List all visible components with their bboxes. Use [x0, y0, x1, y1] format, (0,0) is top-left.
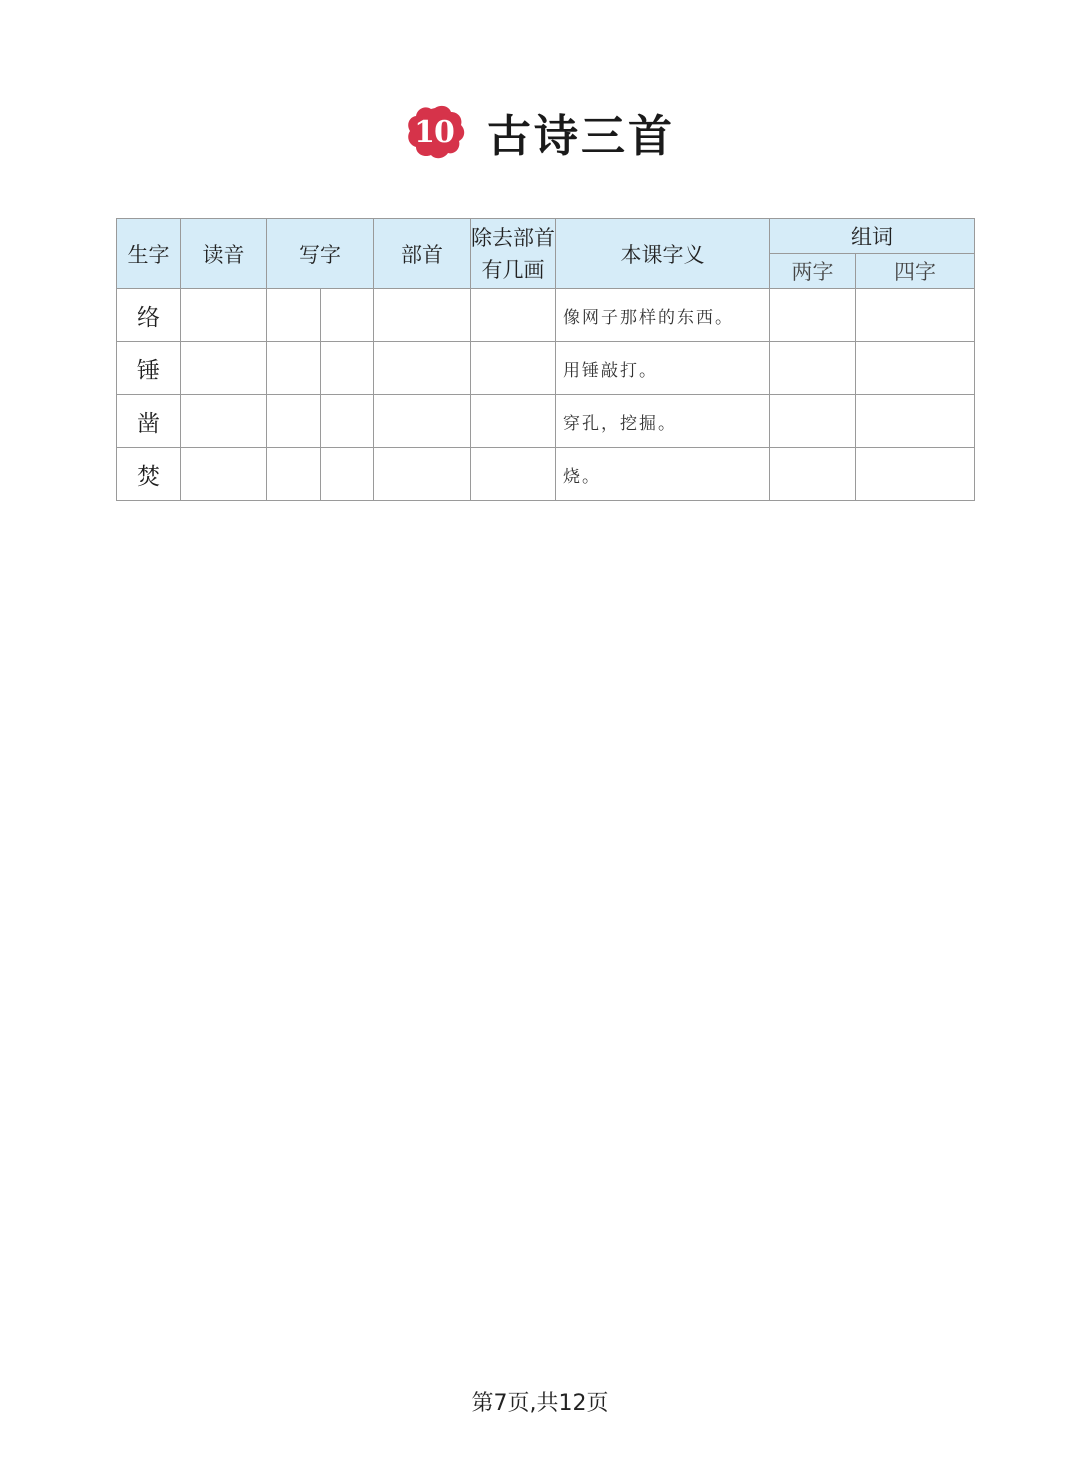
two-char-word-cell[interactable]	[770, 448, 856, 501]
writing-cell-1[interactable]	[267, 395, 321, 448]
row-char: 焚	[117, 448, 181, 501]
table-row	[117, 289, 975, 342]
header-stroke-count-line1: 除去部首	[471, 225, 555, 250]
table-row	[117, 342, 975, 395]
pronunciation-answer-cell[interactable]	[181, 448, 267, 501]
row-char: 络	[117, 289, 181, 342]
stroke-count-answer-cell[interactable]	[471, 448, 556, 501]
lesson-header	[0, 100, 1080, 164]
header-meaning: 本课字义	[556, 219, 770, 289]
four-char-word-cell[interactable]	[856, 342, 975, 395]
header-four-char-words: 四字	[856, 254, 975, 289]
table-row	[117, 448, 975, 501]
writing-cell-2[interactable]	[321, 342, 374, 395]
table-row	[117, 395, 975, 448]
page-indicator: 第7页,共12页	[471, 1391, 609, 1416]
writing-cell-1[interactable]	[267, 342, 321, 395]
row-meaning: 穿孔，挖掘。	[556, 395, 770, 448]
header-writing: 写字	[267, 219, 374, 289]
four-char-word-cell[interactable]	[856, 448, 975, 501]
lesson-title: 古诗三首	[487, 111, 675, 162]
four-char-word-cell[interactable]	[856, 395, 975, 448]
lesson-number: 10	[414, 114, 454, 150]
two-char-word-cell[interactable]	[770, 289, 856, 342]
row-char: 锤	[117, 342, 181, 395]
header-char: 生字	[117, 219, 181, 289]
radical-answer-cell[interactable]	[374, 395, 471, 448]
character-study-table	[116, 218, 975, 501]
two-char-word-cell[interactable]	[770, 342, 856, 395]
writing-cell-2[interactable]	[321, 448, 374, 501]
row-char: 凿	[117, 395, 181, 448]
pronunciation-answer-cell[interactable]	[181, 342, 267, 395]
two-char-word-cell[interactable]	[770, 395, 856, 448]
writing-cell-1[interactable]	[267, 448, 321, 501]
row-meaning: 像网子那样的东西。	[556, 289, 770, 342]
header-pronunciation: 读音	[181, 219, 267, 289]
writing-cell-1[interactable]	[267, 289, 321, 342]
pronunciation-answer-cell[interactable]	[181, 395, 267, 448]
header-radical: 部首	[374, 219, 471, 289]
radical-answer-cell[interactable]	[374, 448, 471, 501]
lesson-number-badge	[405, 104, 465, 160]
stroke-count-answer-cell[interactable]	[471, 289, 556, 342]
stroke-count-answer-cell[interactable]	[471, 342, 556, 395]
writing-cell-2[interactable]	[321, 289, 374, 342]
radical-answer-cell[interactable]	[374, 342, 471, 395]
radical-answer-cell[interactable]	[374, 289, 471, 342]
row-meaning: 烧。	[556, 448, 770, 501]
header-words: 组词	[770, 219, 975, 254]
header-stroke-count	[471, 219, 556, 289]
pronunciation-answer-cell[interactable]	[181, 289, 267, 342]
row-meaning: 用锤敲打。	[556, 342, 770, 395]
header-stroke-count-line2: 有几画	[481, 257, 545, 282]
stroke-count-answer-cell[interactable]	[471, 395, 556, 448]
four-char-word-cell[interactable]	[856, 289, 975, 342]
header-two-char-words: 两字	[770, 254, 856, 289]
writing-cell-2[interactable]	[321, 395, 374, 448]
